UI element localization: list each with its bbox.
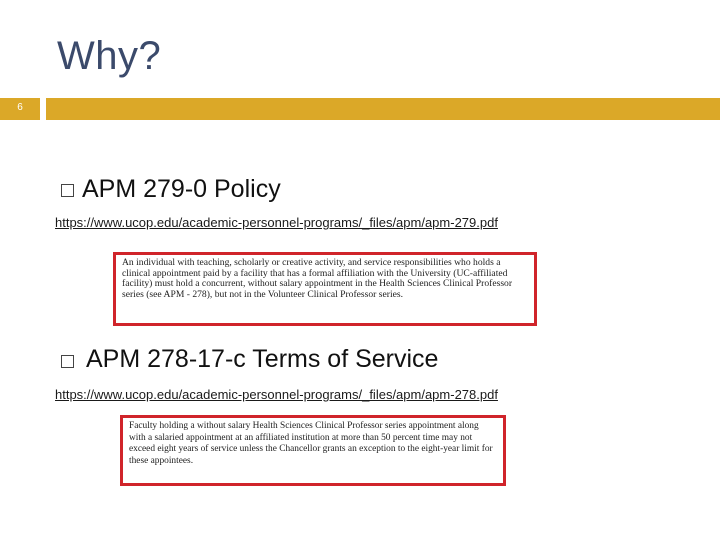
header-rule (46, 98, 720, 120)
slide-title: Why? (57, 34, 162, 78)
apm-278-link[interactable]: https://www.ucop.edu/academic-personnel-programs/_files/apm/apm-278.pdf (55, 387, 498, 402)
apm-279-link[interactable]: https://www.ucop.edu/academic-personnel-programs/_files/apm/apm-279.pdf (55, 215, 498, 230)
bullet-square-icon (61, 184, 74, 197)
slide-number-box (0, 98, 40, 120)
apm-278-excerpt-box (120, 415, 506, 486)
apm-279-excerpt-text: An individual with teaching, scholarly or creative activity, and service responsibilities who holds a clinical appointment paid by a facility that has a formal affiliation with the University (UC-affiliated facility) must hold a concurrent, without salary appointment in the Health Sciences Clinical Professor series (see APM - 278), but not in the Volunteer Clinical Professor series. (122, 257, 513, 300)
apm-278-excerpt-text: Faculty holding a without salary Health Sciences Clinical Professor series appointment along with a salaried appointment at an affiliated institution at more than 50 percent time may not exceed eight years of service unless the Chancellor grants an exception to the eight-year limit for these appointees. (129, 421, 493, 466)
section-heading-apm-278: APM 278-17-c Terms of Service (86, 345, 439, 373)
bullet-square-icon (61, 355, 74, 368)
slide-number: 6 (17, 102, 23, 113)
section-heading-apm-279: APM 279-0 Policy (82, 175, 281, 203)
apm-279-excerpt-box (113, 252, 537, 326)
